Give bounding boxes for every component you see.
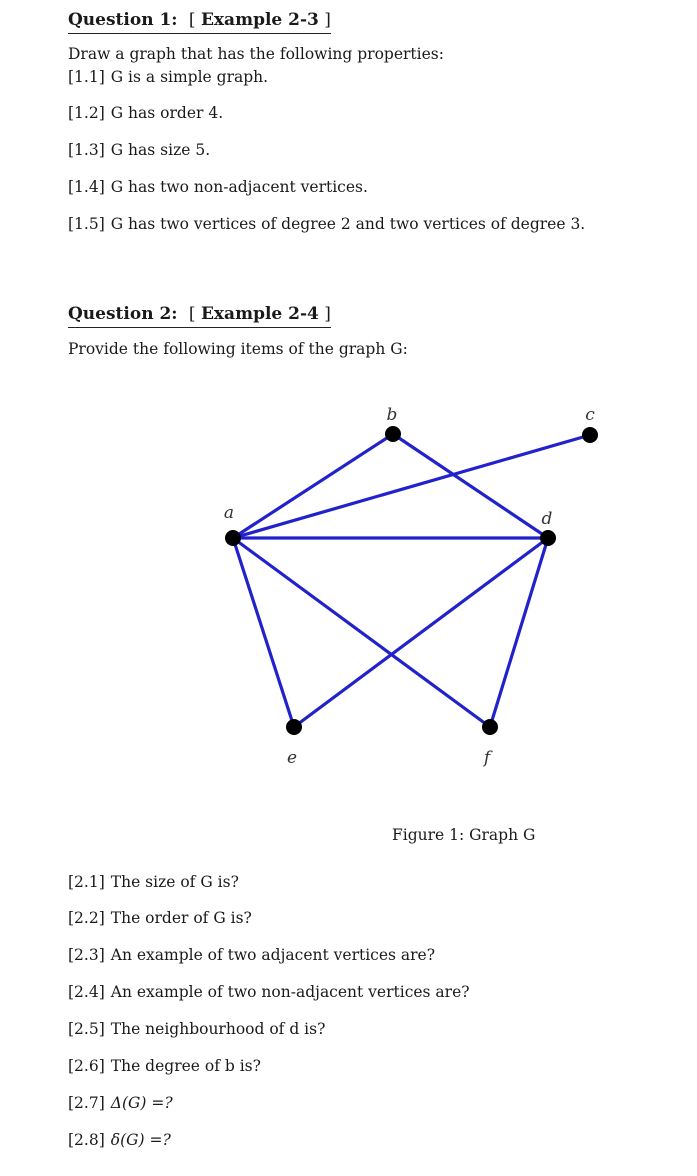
item-number: [2.8] bbox=[68, 1131, 105, 1149]
item-text: An example of two non-adjacent vertices are? bbox=[110, 983, 470, 1001]
question-2-intro: Provide the following items of the graph G: bbox=[68, 340, 408, 358]
item-text: The order of G is? bbox=[110, 909, 252, 927]
item-number: [2.1] bbox=[68, 873, 105, 891]
vertex-label-c: c bbox=[585, 405, 595, 425]
vertex-label-f: f bbox=[483, 748, 491, 768]
question-2-label: Question 2: bbox=[68, 304, 178, 324]
q2-item bbox=[68, 909, 252, 927]
item-number: [2.3] bbox=[68, 946, 105, 964]
edge-a-e bbox=[233, 538, 294, 727]
vertex-b bbox=[385, 426, 401, 442]
item-number: [2.7] bbox=[68, 1094, 105, 1112]
vertex-label-e: e bbox=[286, 748, 298, 768]
question-1-label: Question 1: bbox=[68, 10, 178, 30]
edge-a-b bbox=[233, 434, 393, 538]
item-number: [2.5] bbox=[68, 1020, 105, 1038]
graph-edges bbox=[233, 434, 590, 727]
item-text: An example of two adjacent vertices are? bbox=[110, 946, 436, 964]
q2-item bbox=[68, 983, 470, 1001]
item-number: [2.4] bbox=[68, 983, 105, 1001]
vertex-label-a: a bbox=[223, 503, 235, 523]
item-number: [2.2] bbox=[68, 909, 105, 927]
vertex-label-d: d bbox=[541, 509, 553, 529]
vertex-f bbox=[482, 719, 498, 735]
item-text: The neighbourhood of d is? bbox=[110, 1020, 326, 1038]
item-number: [1.5] bbox=[68, 215, 105, 233]
item-text: The degree of b is? bbox=[110, 1057, 261, 1075]
vertex-e bbox=[286, 719, 302, 735]
item-number: [1.1] bbox=[68, 68, 105, 86]
item-text: G is a simple graph. bbox=[110, 68, 269, 86]
q2-item bbox=[68, 1020, 325, 1038]
item-text: G has order 4. bbox=[110, 104, 224, 122]
q2-item bbox=[68, 946, 435, 964]
vertex-a bbox=[225, 530, 241, 546]
item-text: δ(G) =? bbox=[110, 1131, 171, 1149]
vertex-label-b: b bbox=[386, 405, 398, 425]
edge-d-f bbox=[490, 538, 548, 727]
item-text: G has two vertices of degree 2 and two vertices of degree 3. bbox=[110, 215, 586, 233]
edge-a-c bbox=[233, 435, 590, 538]
item-number: [1.2] bbox=[68, 104, 105, 122]
q2-item bbox=[68, 1057, 261, 1075]
figure-caption: Figure 1: Graph G bbox=[392, 826, 536, 844]
item-number: [1.4] bbox=[68, 178, 105, 196]
bracket-open: [ bbox=[183, 304, 201, 324]
item-text: G has two non-adjacent vertices. bbox=[110, 178, 368, 196]
edge-d-e bbox=[294, 538, 548, 727]
item-number: [2.6] bbox=[68, 1057, 105, 1075]
edge-a-f bbox=[233, 538, 490, 727]
question-1-ref: Example 2-3 bbox=[200, 10, 319, 30]
vertex-d bbox=[540, 530, 556, 546]
item-text: The size of G is? bbox=[110, 873, 239, 891]
question-2-ref: Example 2-4 bbox=[200, 304, 319, 324]
bracket-close: ] bbox=[318, 10, 331, 30]
q2-item bbox=[68, 1094, 173, 1112]
graph-vertex-labels bbox=[224, 405, 595, 768]
question-1-intro: Draw a graph that has the following properties: bbox=[68, 45, 444, 63]
item-text: G has size 5. bbox=[110, 141, 211, 159]
bracket-open: [ bbox=[183, 10, 201, 30]
item-number: [1.3] bbox=[68, 141, 105, 159]
q2-item bbox=[68, 873, 239, 891]
q2-item bbox=[68, 1131, 171, 1149]
item-text: Δ(G) =? bbox=[110, 1094, 173, 1112]
vertex-c bbox=[582, 427, 598, 443]
bracket-close: ] bbox=[318, 304, 331, 324]
